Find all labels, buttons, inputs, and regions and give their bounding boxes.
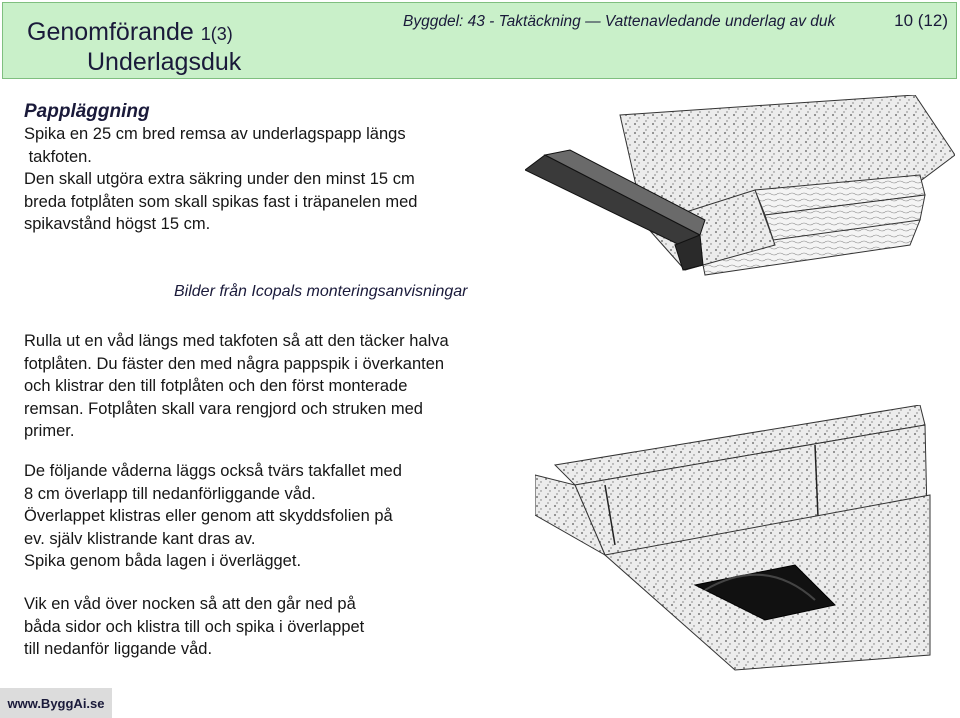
text-line: Spika genom båda lagen i överlägget. [24,552,302,570]
title-text: Genomförande [27,18,194,46]
text-line: remsan. Fotplåten skall vara rengjord och struken med [24,399,423,418]
page-title [27,17,233,49]
roof-underlay-illustration [535,405,955,685]
footer-site-link[interactable]: www.ByggAi.se [0,688,112,718]
paragraph-3 [24,460,524,573]
text-line: spikavstånd högst 15 cm. [24,215,211,233]
text-line: till nedanför liggande våd. [24,640,213,658]
page-subtitle: Underlagsduk [87,48,242,76]
page-number: 10 (12) [894,11,948,30]
text-line: Vik en våd över nocken så att den går ned på [24,595,356,613]
text-line: Rulla ut en våd längs med takfoten så att den täcker halva [24,332,449,350]
text-line: breda fotplåten som skall spikas fast i träpanelen med [24,192,418,211]
title-part: 1(3) [200,24,233,44]
section-heading: Pappläggning [24,101,150,122]
text-line: ev. själv klistrande kant dras av. [24,529,256,548]
text-line: Överlappet klistras eller genom att skyddsfolien på [24,507,393,525]
text-line: fotplåten. Du fäster den med några pappspik i överkanten [24,354,445,373]
paragraph-4 [24,593,524,661]
paragraph-2 [24,330,524,443]
text-line: Den skall utgöra extra säkring under den minst 15 cm [24,170,415,188]
image-caption: Bilder från Icopals monteringsanvisningar [174,283,468,300]
section-label: Byggdel: 43 - Taktäckning — Vattenavledande underlag av duk [403,13,836,30]
paragraph-1 [24,123,504,236]
text-line: De följande våderna läggs också tvärs takfallet med [24,462,402,480]
text-line: 8 cm överlapp till nedanförliggande våd. [24,484,316,503]
text-line: och klistrar den till fotplåten och den först monterade [24,377,408,395]
header-bar [2,2,957,79]
text-line: Spika en 25 cm bred remsa av underlagspapp längs [24,125,406,143]
section-pappläggning [24,101,504,236]
text-line: takfoten. [24,147,92,166]
text-line: båda sidor och klistra till och spika i överlappet [24,617,365,636]
text-line: primer. [24,422,75,440]
eave-drip-edge-illustration [525,95,955,305]
